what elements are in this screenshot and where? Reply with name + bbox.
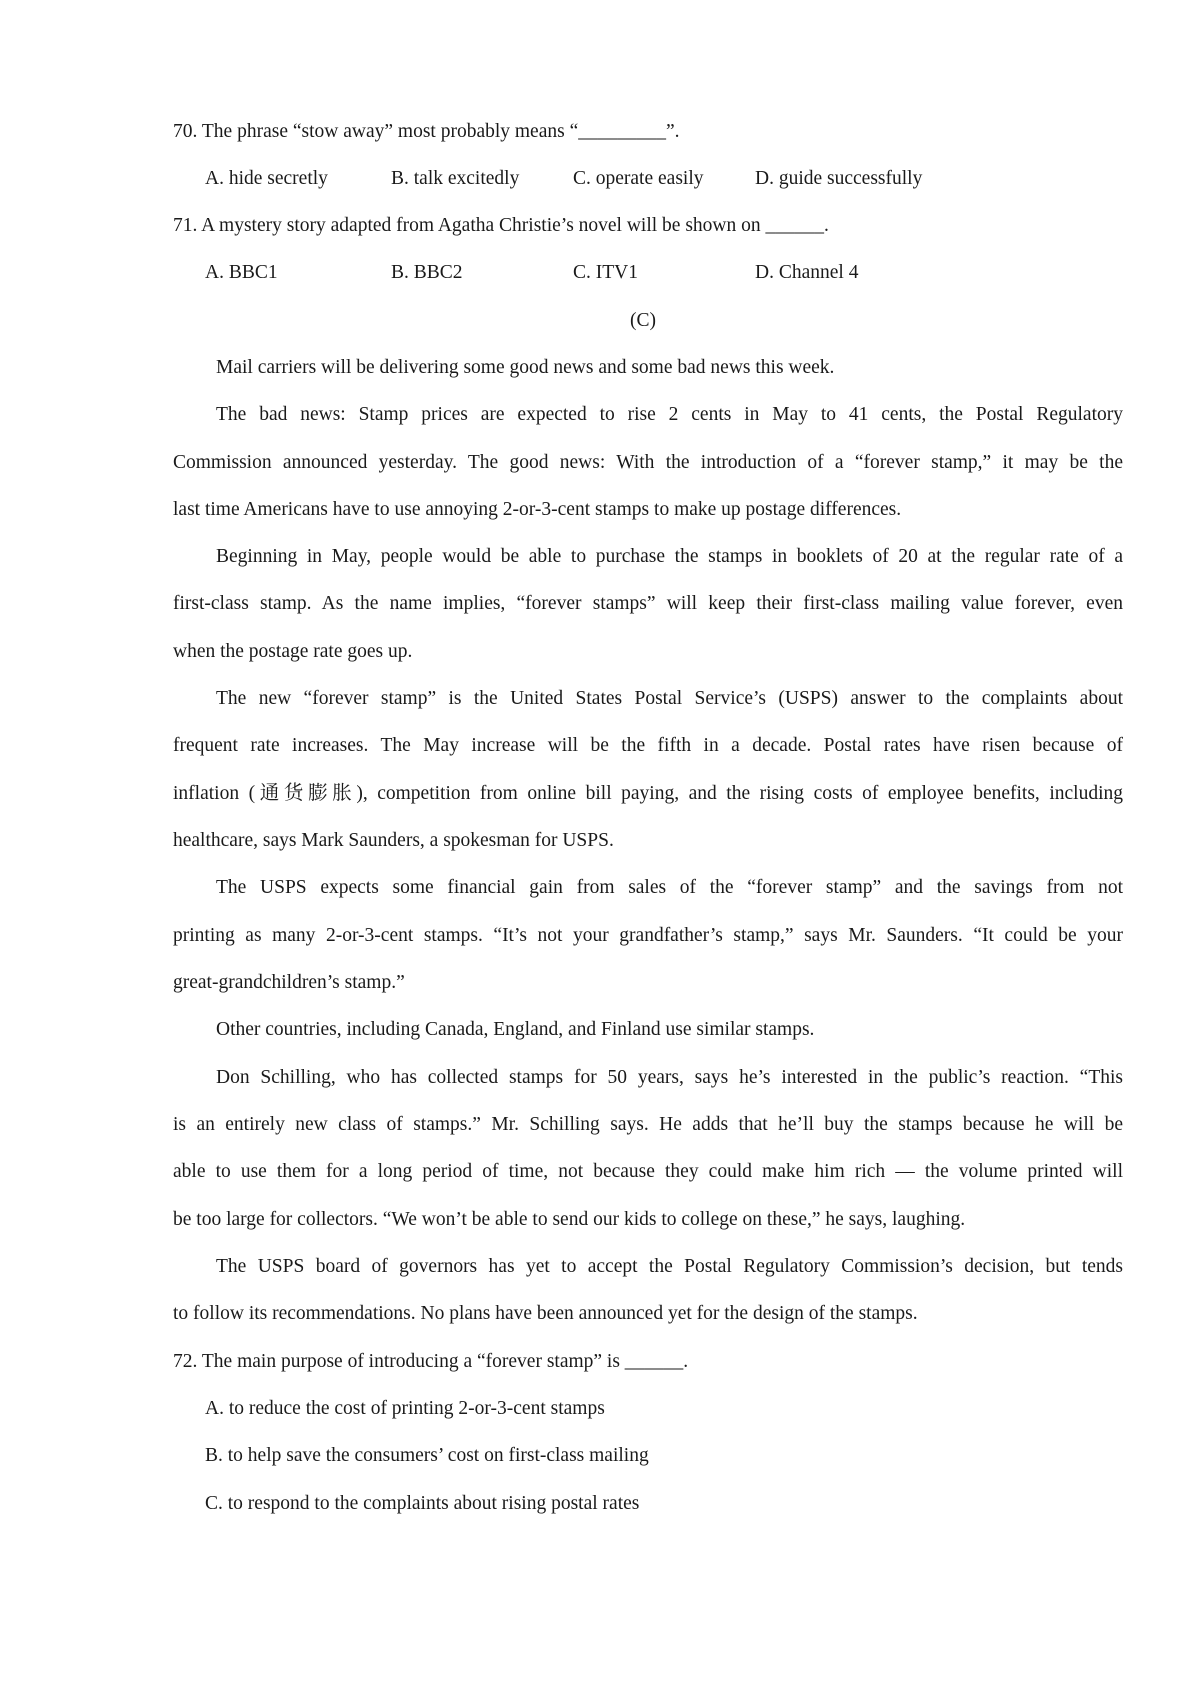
question-70-option-c: C. operate easily xyxy=(573,168,704,189)
passage-line: Beginning in May, people would be able to purchase the stamps in booklets of 20 at the regular rate of a xyxy=(216,546,1123,567)
question-71-option-d: D. Channel 4 xyxy=(755,262,859,283)
passage-line: Don Schilling, who has collected stamps for 50 years, says he’s interested in the public’s reaction. “This xyxy=(216,1067,1123,1088)
passage-line: to follow its recommendations. No plans have been announced yet for the design of the stamps. xyxy=(173,1303,918,1324)
passage-line: printing as many 2-or-3-cent stamps. “It’s not your grandfather’s stamp,” says Mr. Saunders. “It could be your xyxy=(173,925,1123,946)
question-70-option-b: B. talk excitedly xyxy=(391,168,520,189)
passage-line: healthcare, says Mark Saunders, a spokesman for USPS. xyxy=(173,830,614,851)
passage-line: when the postage rate goes up. xyxy=(173,641,413,662)
passage-line: The bad news: Stamp prices are expected to rise 2 cents in May to 41 cents, the Postal Regulatory xyxy=(216,404,1123,425)
passage-line: Mail carriers will be delivering some good news and some bad news this week. xyxy=(216,357,835,378)
question-71-option-b: B. BBC2 xyxy=(391,262,463,283)
passage-line: The USPS expects some financial gain from sales of the “forever stamp” and the savings from not xyxy=(216,877,1123,898)
passage-line: is an entirely new class of stamps.” Mr. Schilling says. He adds that he’ll buy the stamps because he will be xyxy=(173,1114,1123,1135)
passage-line: first-class stamp. As the name implies, “forever stamps” will keep their first-class mailing value forever, even xyxy=(173,593,1123,614)
question-72-option-b: B. to help save the consumers’ cost on first-class mailing xyxy=(205,1445,649,1466)
question-70-option-d: D. guide successfully xyxy=(755,168,923,189)
question-72-option-c: C. to respond to the complaints about rising postal rates xyxy=(205,1493,640,1514)
passage-line: be too large for collectors. “We won’t be able to send our kids to college on these,” he says, laughing. xyxy=(173,1209,966,1230)
question-72-option-a: A. to reduce the cost of printing 2-or-3-cent stamps xyxy=(205,1398,605,1419)
question-72-stem: 72. The main purpose of introducing a “forever stamp” is ______. xyxy=(173,1351,689,1372)
passage-line: last time Americans have to use annoying 2-or-3-cent stamps to make up postage differences. xyxy=(173,499,902,520)
passage-line: Other countries, including Canada, England, and Finland use similar stamps. xyxy=(216,1019,815,1040)
passage-line: The new “forever stamp” is the United States Postal Service’s (USPS) answer to the complaints about xyxy=(216,688,1123,709)
passage-line: frequent rate increases. The May increase will be the fifth in a decade. Postal rates have risen because of xyxy=(173,735,1123,756)
question-71-option-a: A. BBC1 xyxy=(205,262,278,283)
passage-line: inflation (通货膨胀), competition from online bill paying, and the rising costs of employee benefits, including xyxy=(173,783,1123,804)
question-71-stem: 71. A mystery story adapted from Agatha Christie’s novel will be shown on ______. xyxy=(173,215,829,236)
section-label: (C) xyxy=(630,310,656,331)
question-70-option-a: A. hide secretly xyxy=(205,168,328,189)
passage-line: Commission announced yesterday. The good news: With the introduction of a “forever stamp,” it may be the xyxy=(173,452,1123,473)
passage-line: able to use them for a long period of time, not because they could make him rich — the volume printed will xyxy=(173,1161,1123,1182)
passage-line: great-grandchildren’s stamp.” xyxy=(173,972,405,993)
question-71-option-c: C. ITV1 xyxy=(573,262,638,283)
question-70-stem: 70. The phrase “stow away” most probably means “_________”. xyxy=(173,121,680,142)
passage-line: The USPS board of governors has yet to accept the Postal Regulatory Commission’s decision, but tends xyxy=(216,1256,1123,1277)
